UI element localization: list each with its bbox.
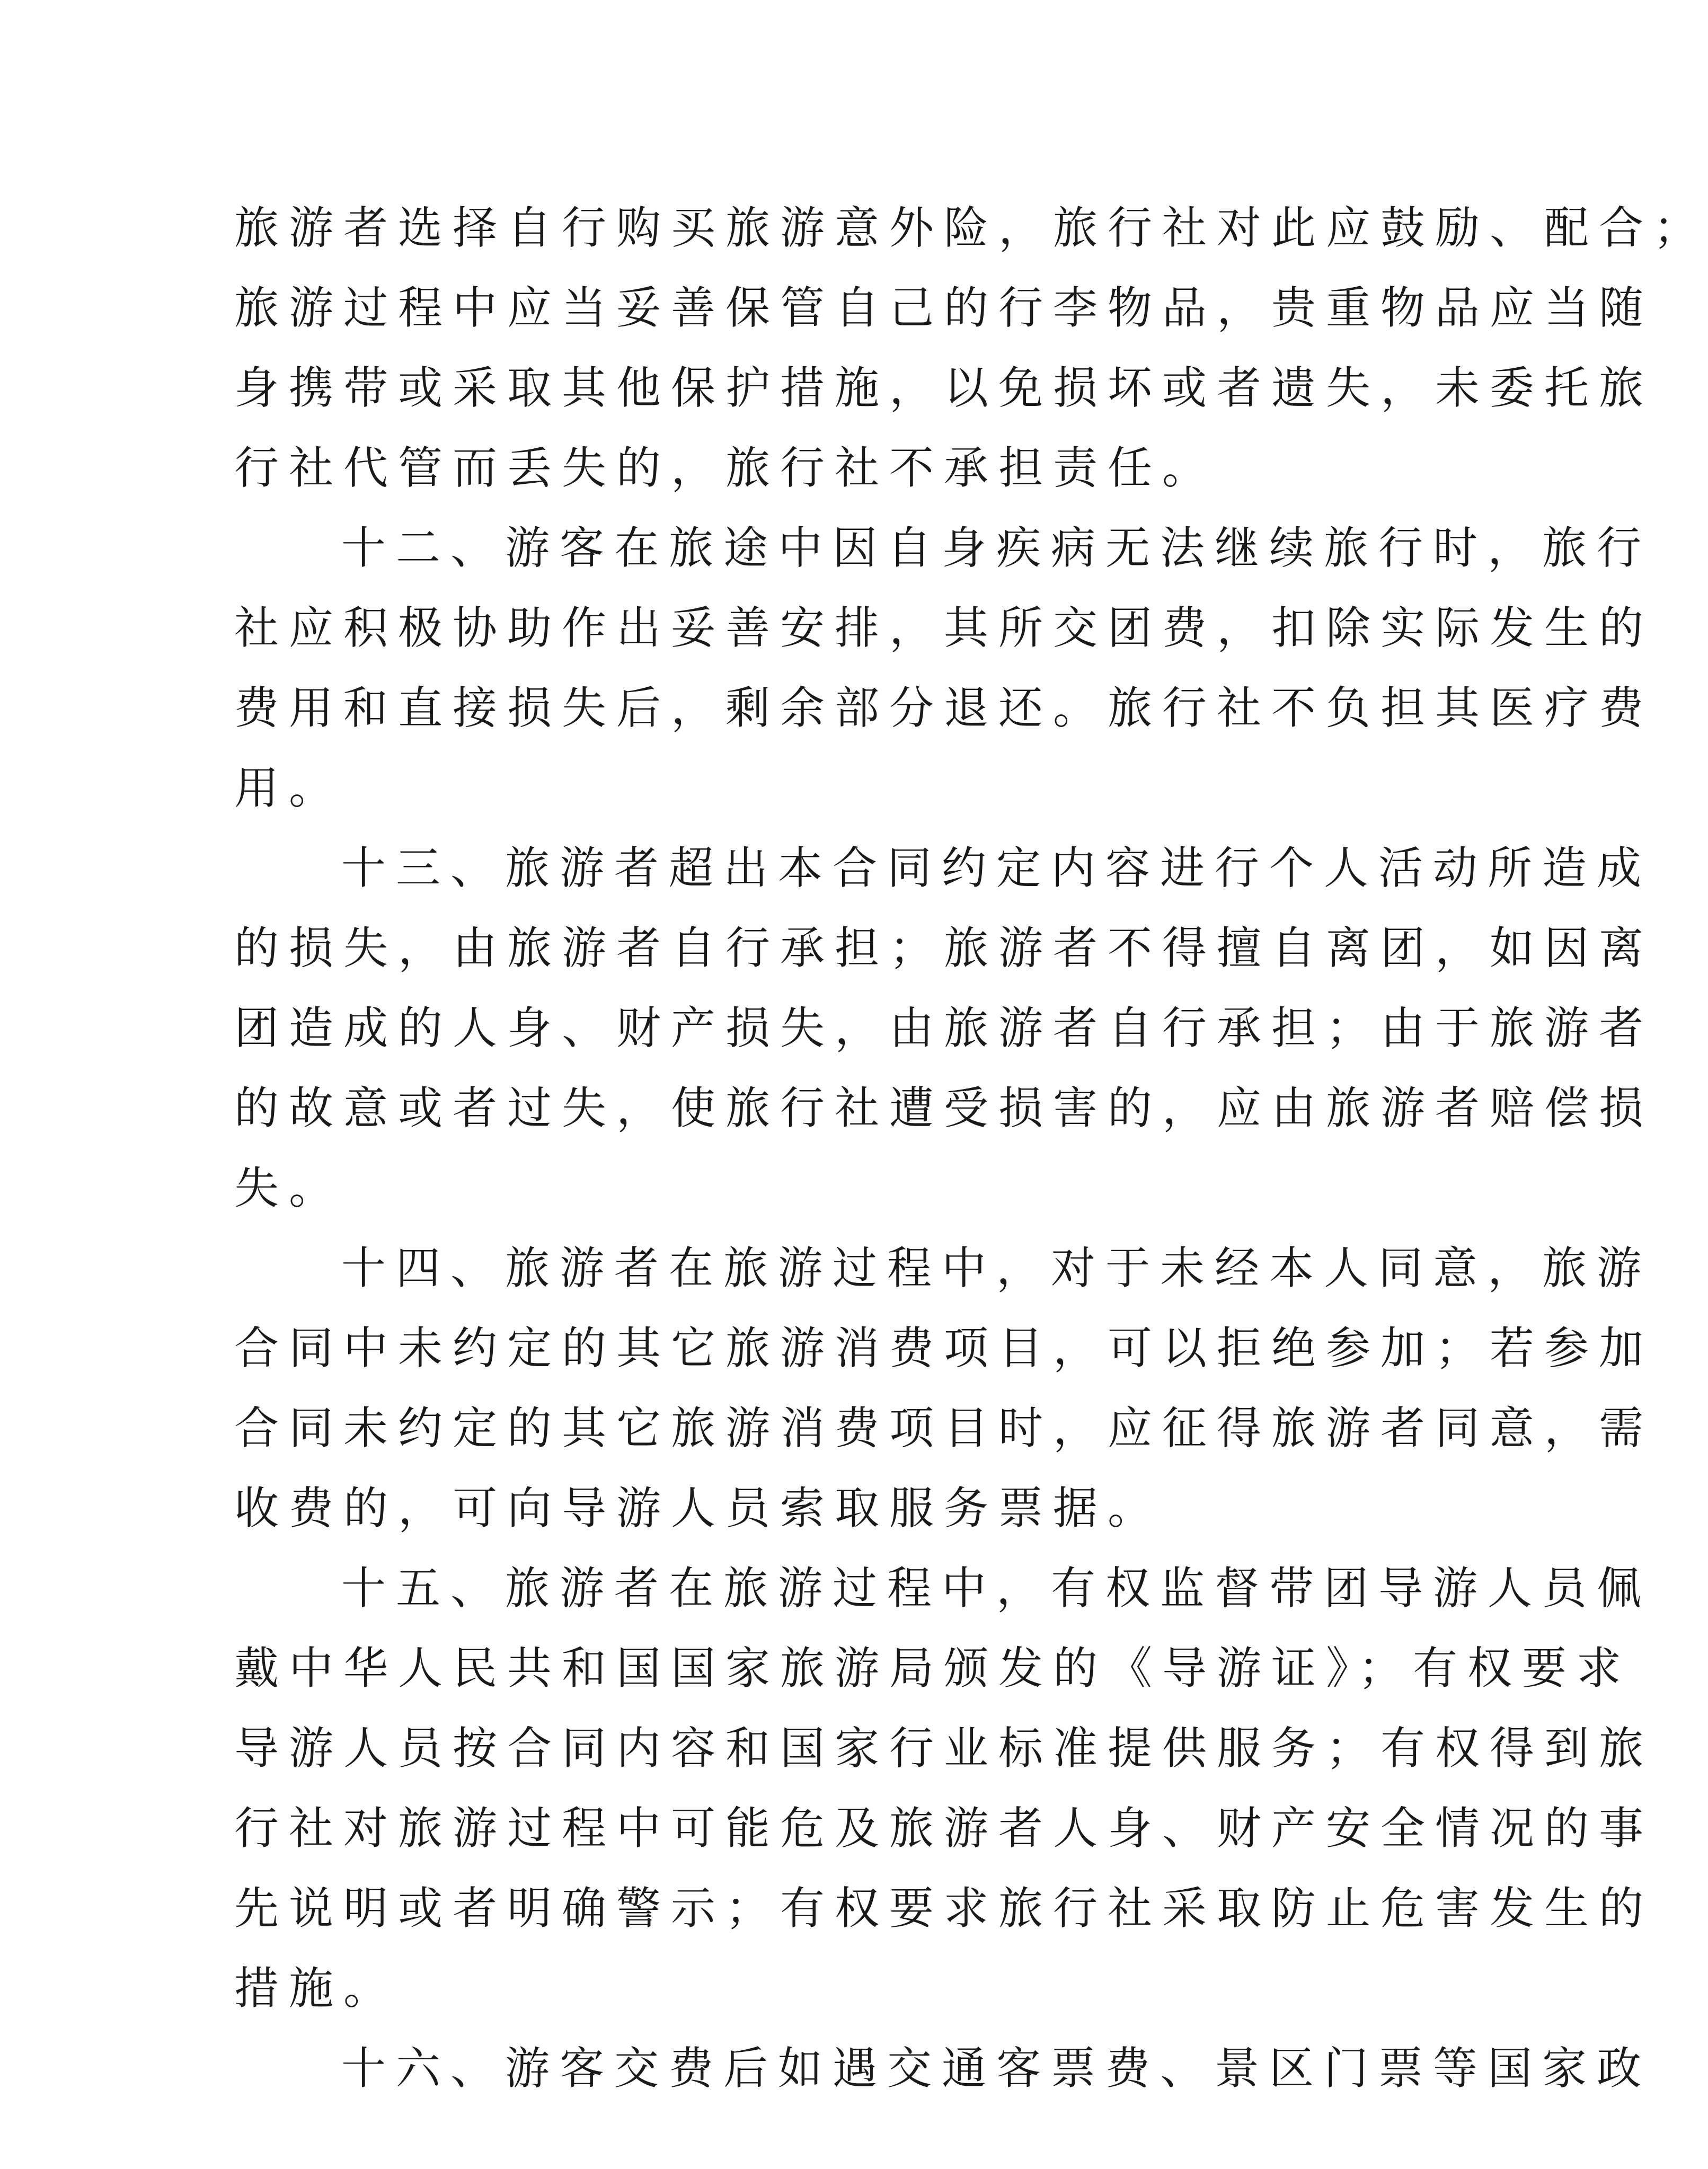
body-line: 社应积极协助作出妥善安排，其所交团费，扣除实际发生的 — [234, 602, 1654, 654]
paragraph-start-line: 十四、旅游者在旅游过程中，对于未经本人同意，旅游 — [341, 1242, 1652, 1294]
paragraph-start-line: 十三、旅游者超出本合同约定内容进行个人活动所造成 — [341, 842, 1652, 894]
paragraph-start-line: 十六、游客交费后如遇交通客票费、景区门票等国家政 — [341, 2042, 1652, 2094]
body-line: 身携带或采取其他保护措施，以免损坏或者遗失，未委托旅 — [234, 362, 1654, 414]
body-line: 先说明或者明确警示；有权要求旅行社采取防止危害发生的 — [234, 1882, 1654, 1934]
body-line: 合同中未约定的其它旅游消费项目，可以拒绝参加；若参加 — [234, 1322, 1654, 1374]
body-line: 的故意或者过失，使旅行社遭受损害的，应由旅游者赔偿损 — [234, 1082, 1654, 1134]
body-line: 收费的，可向导游人员索取服务票据。 — [234, 1482, 1163, 1534]
body-line: 合同未约定的其它旅游消费项目时，应征得旅游者同意，需 — [234, 1402, 1654, 1454]
body-line: 措施。 — [234, 1962, 399, 2014]
body-line: 导游人员按合同内容和国家行业标准提供服务；有权得到旅 — [234, 1722, 1654, 1774]
body-line: 旅游过程中应当妥善保管自己的行李物品，贵重物品应当随 — [234, 282, 1654, 334]
body-line: 戴中华人民共和国国家旅游局颁发的《导游证》；有权要求 — [234, 1642, 1632, 1694]
body-line: 团造成的人身、财产损失，由旅游者自行承担；由于旅游者 — [234, 1002, 1654, 1054]
body-line: 旅游者选择自行购买旅游意外险，旅行社对此应鼓励、配合； — [234, 202, 1708, 254]
paragraph-start-line: 十五、旅游者在旅游过程中，有权监督带团导游人员佩 — [341, 1562, 1652, 1614]
body-line: 费用和直接损失后，剩余部分退还。旅行社不负担其医疗费 — [234, 682, 1654, 734]
document-body — [234, 188, 1708, 2109]
body-line: 行社代管而丢失的，旅行社不承担责任。 — [234, 442, 1217, 494]
body-line: 用。 — [234, 762, 344, 814]
paragraph-start-line: 十二、游客在旅途中因自身疾病无法继续旅行时，旅行 — [341, 522, 1652, 574]
body-line: 失。 — [234, 1162, 344, 1214]
body-line: 的损失，由旅游者自行承担；旅游者不得擅自离团，如因离 — [234, 922, 1654, 974]
body-line: 行社对旅游过程中可能危及旅游者人身、财产安全情况的事 — [234, 1802, 1654, 1854]
